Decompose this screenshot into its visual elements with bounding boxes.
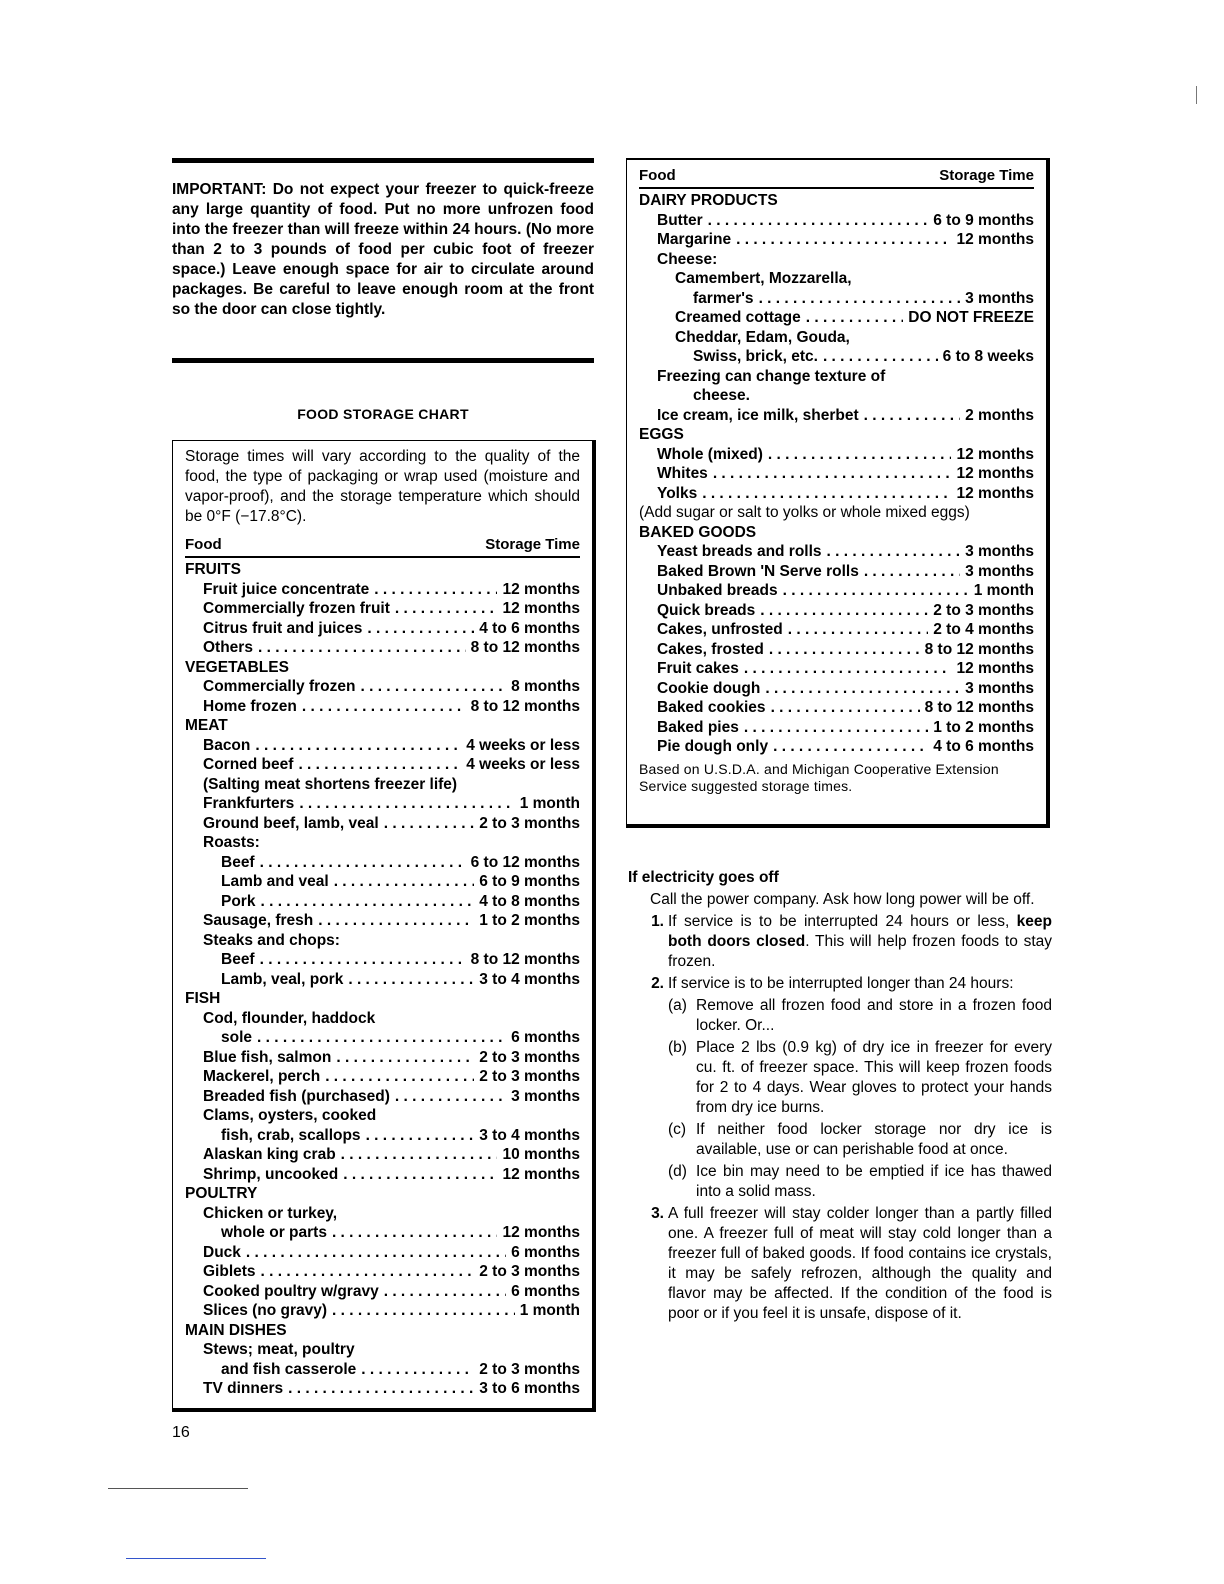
food-name: Creamed cottage bbox=[675, 309, 801, 326]
dot-leader bbox=[258, 638, 466, 658]
chart-subheading: Cod, flounder, haddock bbox=[203, 1009, 376, 1027]
food-name: Baked Brown 'N Serve rolls bbox=[657, 562, 859, 580]
chart-subheading: Freezing can change texture of bbox=[657, 367, 886, 385]
dot-leader bbox=[360, 677, 506, 697]
category-heading: FISH bbox=[185, 990, 221, 1007]
storage-time: 4 to 6 months bbox=[479, 619, 580, 637]
food-item-row bbox=[185, 619, 580, 639]
storage-time: 3 to 4 months bbox=[479, 970, 580, 988]
food-item-row bbox=[639, 737, 1034, 757]
dot-leader bbox=[702, 484, 951, 504]
food-name: Pie dough only bbox=[657, 738, 769, 755]
dot-leader bbox=[769, 640, 920, 660]
step-2 bbox=[628, 974, 1052, 994]
dot-leader bbox=[823, 347, 938, 367]
dot-leader bbox=[864, 406, 960, 426]
food-item-row bbox=[185, 1087, 580, 1107]
dot-leader bbox=[744, 659, 952, 679]
storage-time: 6 months bbox=[511, 1243, 580, 1261]
storage-time: DO NOT FREEZE bbox=[908, 309, 1034, 326]
storage-time: 1 to 2 months bbox=[933, 718, 1034, 736]
food-item-row bbox=[185, 1165, 580, 1185]
storage-chart-right bbox=[626, 158, 1050, 828]
footer-link-rule bbox=[126, 1558, 266, 1559]
scan-edge-mark bbox=[1196, 86, 1197, 104]
storage-time: 12 months bbox=[956, 660, 1034, 677]
food-item-row bbox=[185, 911, 580, 931]
food-item-row bbox=[185, 1067, 580, 1087]
dot-leader bbox=[288, 1379, 474, 1399]
dot-leader bbox=[736, 230, 951, 250]
food-name: Whole (mixed) bbox=[657, 445, 763, 463]
food-name: Lamb, veal, pork bbox=[221, 970, 344, 988]
food-item-row bbox=[639, 620, 1034, 640]
storage-time: 2 to 3 months bbox=[479, 1360, 580, 1378]
food-name: Baked cookies bbox=[657, 699, 766, 716]
dot-leader bbox=[708, 211, 929, 231]
dot-leader bbox=[864, 562, 960, 582]
food-item-row bbox=[639, 698, 1034, 718]
food-name: Citrus fruit and juices bbox=[203, 619, 363, 637]
storage-time: 2 to 4 months bbox=[933, 621, 1034, 638]
dot-leader bbox=[768, 445, 952, 465]
section-rule bbox=[172, 358, 594, 363]
storage-time: 8 to 12 months bbox=[470, 639, 580, 656]
storage-time: 6 to 12 months bbox=[470, 853, 580, 871]
dot-leader bbox=[332, 1223, 498, 1243]
step-text: A full freezer will stay colder longer than a partly filled one. A freezer full of meat will stay cold longer than a freezer full of baked goods. If food contains ice crystals, it may be safely refrozen, although the quality and flavor may be affected. If the condition of the food is poor or if you feel it is unsafe, dispose of it. bbox=[668, 1205, 1052, 1322]
chart-subheading: Clams, oysters, cooked bbox=[203, 1107, 377, 1124]
dot-leader bbox=[260, 950, 466, 970]
storage-time: 12 months bbox=[956, 231, 1034, 248]
dot-leader bbox=[788, 620, 928, 640]
substep-letter: (c) bbox=[668, 1121, 687, 1138]
column-storage-time: Storage Time bbox=[485, 536, 580, 553]
dot-leader bbox=[366, 1126, 475, 1146]
dot-leader bbox=[325, 1067, 474, 1087]
dot-leader bbox=[713, 464, 952, 484]
food-item-row bbox=[185, 1282, 580, 1302]
food-item-row bbox=[185, 736, 580, 756]
food-item-row bbox=[639, 679, 1034, 699]
chart-title: FOOD STORAGE CHART bbox=[297, 406, 469, 422]
substep-text: Ice bin may need to be emptied if ice has thawed into a solid mass. bbox=[696, 1163, 1052, 1200]
food-name: Ground beef, lamb, veal bbox=[203, 814, 379, 832]
chart-subheading: (Salting meat shortens freezer life) bbox=[203, 775, 458, 793]
food-item-row bbox=[639, 659, 1034, 679]
food-item-row bbox=[639, 718, 1034, 738]
food-name: Yeast breads and rolls bbox=[657, 543, 822, 560]
dot-leader bbox=[257, 1028, 506, 1048]
step-1-text-c: . This will help frozen foods to stay frozen. bbox=[668, 933, 1052, 970]
storage-time: 3 months bbox=[965, 562, 1034, 580]
chart-subheading: Cheese: bbox=[657, 250, 718, 268]
chart-subheading: Cheddar, Edam, Gouda, bbox=[675, 328, 850, 346]
substep-text: Place 2 lbs (0.9 kg) of dry ice in freezer for every cu. ft. of freezer space. This will keep frozen foods for 2 to 4 days. Wear gloves to protect your hands from dry ice burns. bbox=[696, 1039, 1052, 1116]
step-text bbox=[668, 912, 1052, 972]
food-item-row bbox=[185, 1126, 580, 1146]
chart-subheading: cheese. bbox=[693, 387, 750, 404]
chart-note: (Add sugar or salt to yolks or whole mixed eggs) bbox=[639, 504, 970, 521]
storage-time: 12 months bbox=[956, 445, 1034, 463]
dot-leader bbox=[299, 794, 514, 814]
step-3 bbox=[628, 1204, 1052, 1324]
storage-time: 2 to 3 months bbox=[479, 1263, 580, 1280]
footer-rule bbox=[108, 1488, 248, 1489]
food-name: farmer's bbox=[693, 289, 754, 307]
food-name: and fish casserole bbox=[221, 1360, 357, 1378]
food-name: Frankfurters bbox=[203, 795, 295, 812]
storage-time: 2 months bbox=[965, 406, 1034, 424]
food-name: Ice cream, ice milk, sherbet bbox=[657, 406, 859, 424]
dot-leader bbox=[384, 814, 475, 834]
chart-subheading: Chicken or turkey, bbox=[203, 1204, 338, 1222]
category-heading: BAKED GOODS bbox=[639, 523, 757, 541]
food-name: Corned beef bbox=[203, 756, 294, 773]
chart-subheading: Steaks and chops: bbox=[203, 931, 340, 949]
dot-leader bbox=[783, 581, 969, 601]
food-item-row bbox=[185, 950, 580, 970]
food-item-row bbox=[639, 484, 1034, 504]
food-name: Slices (no gravy) bbox=[203, 1302, 328, 1319]
food-item-row bbox=[639, 211, 1034, 231]
column-storage-time: Storage Time bbox=[939, 167, 1034, 184]
category-heading: VEGETABLES bbox=[185, 658, 289, 676]
food-item-row bbox=[185, 892, 580, 912]
dot-leader bbox=[318, 911, 474, 931]
dot-leader bbox=[334, 872, 475, 892]
food-name: Others bbox=[203, 639, 253, 656]
storage-time: 4 to 8 months bbox=[479, 892, 580, 910]
food-name: Baked pies bbox=[657, 718, 739, 736]
electricity-section bbox=[628, 868, 1052, 1324]
food-item-row bbox=[185, 794, 580, 814]
electricity-intro: Call the power company. Ask how long power will be off. bbox=[650, 891, 1035, 908]
food-item-row bbox=[639, 347, 1034, 367]
category-heading: DAIRY PRODUCTS bbox=[639, 192, 778, 209]
food-item-row bbox=[185, 755, 580, 775]
storage-time: 8 to 12 months bbox=[470, 697, 580, 715]
substep-letter: (d) bbox=[668, 1163, 687, 1180]
storage-time: 12 months bbox=[502, 1165, 580, 1183]
storage-time: 3 months bbox=[511, 1087, 580, 1105]
dot-leader bbox=[367, 619, 474, 639]
dot-leader bbox=[759, 289, 961, 309]
food-item-row bbox=[185, 970, 580, 990]
category-heading: POULTRY bbox=[185, 1185, 258, 1202]
storage-chart-left bbox=[172, 440, 596, 1412]
chart-intro: Storage times will vary according to the quality of the food, the type of packaging or wrap used (moisture and vapor-proof), and the storage temperature which should be 0°F (−17.8°C). bbox=[185, 448, 580, 525]
food-item-row bbox=[639, 308, 1034, 328]
food-name: whole or parts bbox=[221, 1224, 327, 1241]
step-text: If service is to be interrupted longer than 24 hours: bbox=[668, 975, 1014, 992]
category-heading: FRUITS bbox=[185, 561, 241, 578]
dot-leader bbox=[343, 1165, 497, 1185]
food-name: Pork bbox=[221, 892, 256, 910]
substep-c bbox=[668, 1120, 1052, 1160]
food-name: Alaskan king crab bbox=[203, 1146, 336, 1163]
storage-time: 6 to 9 months bbox=[933, 211, 1034, 229]
storage-time: 6 to 9 months bbox=[479, 873, 580, 890]
food-item-row bbox=[185, 677, 580, 697]
food-item-row bbox=[639, 562, 1034, 582]
dot-leader bbox=[765, 679, 960, 699]
step-number: 2. bbox=[651, 975, 664, 992]
substep-d bbox=[668, 1162, 1052, 1202]
storage-time: 1 month bbox=[519, 1302, 580, 1319]
storage-time: 4 to 6 months bbox=[933, 738, 1034, 755]
dot-leader bbox=[261, 1262, 475, 1282]
category-heading: MAIN DISHES bbox=[185, 1321, 287, 1339]
storage-time: 8 to 12 months bbox=[924, 640, 1034, 658]
step-1-text-a: If service is to be interrupted 24 hours or less, bbox=[668, 913, 1017, 930]
chart-subheading: Camembert, Mozzarella, bbox=[675, 270, 852, 287]
food-name: fish, crab, scallops bbox=[221, 1126, 361, 1144]
column-food: Food bbox=[639, 167, 676, 184]
dot-leader bbox=[255, 736, 461, 756]
food-name: TV dinners bbox=[203, 1380, 284, 1397]
substep-letter: (b) bbox=[668, 1039, 687, 1056]
food-item-row bbox=[639, 581, 1034, 601]
food-item-row bbox=[185, 599, 580, 619]
food-name: Fruit cakes bbox=[657, 660, 739, 677]
food-name: Mackerel, perch bbox=[203, 1068, 321, 1085]
dot-leader bbox=[361, 1360, 474, 1380]
dot-leader bbox=[395, 1087, 506, 1107]
food-item-row bbox=[639, 542, 1034, 562]
storage-time: 12 months bbox=[956, 465, 1034, 482]
food-name: Cakes, unfrosted bbox=[657, 621, 783, 638]
food-item-row bbox=[185, 1243, 580, 1263]
source-note: Based on U.S.D.A. and Michigan Cooperative Extension Service suggested storage times. bbox=[639, 760, 999, 794]
chart-header bbox=[185, 535, 580, 558]
food-item-row bbox=[639, 289, 1034, 309]
dot-leader bbox=[744, 718, 928, 738]
food-name: Beef bbox=[221, 853, 255, 871]
column-food: Food bbox=[185, 536, 222, 553]
storage-time: 2 to 3 months bbox=[479, 814, 580, 832]
dot-leader bbox=[771, 698, 920, 718]
food-name: Whites bbox=[657, 465, 708, 482]
food-name: Shrimp, uncooked bbox=[203, 1165, 339, 1183]
storage-time: 6 months bbox=[511, 1029, 580, 1046]
top-rule bbox=[172, 158, 594, 163]
category-heading: MEAT bbox=[185, 717, 228, 734]
storage-time: 3 to 4 months bbox=[479, 1126, 580, 1144]
food-item-row bbox=[185, 814, 580, 834]
substep-letter: (a) bbox=[668, 997, 687, 1014]
food-item-row bbox=[185, 1360, 580, 1380]
dot-leader bbox=[827, 542, 961, 562]
storage-time: 12 months bbox=[502, 580, 580, 598]
dot-leader bbox=[395, 599, 498, 619]
step-number: 3. bbox=[651, 1205, 664, 1222]
food-item-row bbox=[185, 1028, 580, 1048]
storage-time: 1 to 2 months bbox=[479, 912, 580, 929]
storage-time: 6 months bbox=[511, 1282, 580, 1300]
food-name: Fruit juice concentrate bbox=[203, 580, 370, 598]
food-item-row bbox=[639, 601, 1034, 621]
food-item-row bbox=[185, 1379, 580, 1399]
dot-leader bbox=[246, 1243, 506, 1263]
food-item-row bbox=[185, 1048, 580, 1068]
food-item-row bbox=[185, 1145, 580, 1165]
chart-subheading: Roasts: bbox=[203, 834, 260, 851]
food-name: Beef bbox=[221, 951, 255, 968]
storage-time: 4 weeks or less bbox=[466, 736, 580, 754]
storage-time: 10 months bbox=[502, 1146, 580, 1163]
dot-leader bbox=[773, 737, 928, 757]
important-notice: IMPORTANT: Do not expect your freezer to quick-freeze any large quantity of food. Put no more unfrozen food into the freezer than will freeze within 24 hours. (No more than 2 to 3 pounds of food per cubic foot of freezer space.) Leave enough space for air to circulate around packages. Be careful to leave enough room at the front so the door can close tightly. bbox=[172, 181, 594, 318]
substep-text: If neither food locker storage nor dry ice is available, use or can perishable food at once. bbox=[696, 1121, 1052, 1158]
dot-leader bbox=[260, 892, 474, 912]
food-item-row bbox=[639, 464, 1034, 484]
dot-leader bbox=[348, 970, 474, 990]
food-name: Yolks bbox=[657, 484, 698, 502]
substep-b bbox=[668, 1038, 1052, 1118]
storage-time: 8 to 12 months bbox=[470, 951, 580, 968]
food-name: Unbaked breads bbox=[657, 582, 778, 599]
step-number: 1. bbox=[651, 913, 664, 930]
food-name: Breaded fish (purchased) bbox=[203, 1087, 390, 1105]
food-item-row bbox=[639, 230, 1034, 250]
storage-time: 8 months bbox=[511, 678, 580, 695]
storage-time: 6 to 8 weeks bbox=[942, 348, 1034, 365]
storage-time: 2 to 3 months bbox=[479, 1048, 580, 1066]
page-number: 16 bbox=[172, 1424, 190, 1441]
step-2-substeps bbox=[628, 996, 1052, 1202]
food-name: Home frozen bbox=[203, 697, 297, 715]
step-1-emphasis: keep both doors closed bbox=[668, 913, 1052, 950]
food-name: sole bbox=[221, 1029, 253, 1046]
food-item-row bbox=[185, 580, 580, 600]
storage-time: 8 to 12 months bbox=[924, 699, 1034, 716]
storage-time: 3 months bbox=[965, 289, 1034, 307]
storage-time: 2 to 3 months bbox=[933, 601, 1034, 619]
storage-time: 12 months bbox=[502, 1224, 580, 1241]
dot-leader bbox=[760, 601, 928, 621]
food-name: Commercially frozen fruit bbox=[203, 600, 390, 617]
dot-leader bbox=[332, 1301, 515, 1321]
right-chart-rows bbox=[639, 191, 1034, 757]
food-name: Duck bbox=[203, 1243, 241, 1261]
food-name: Bacon bbox=[203, 736, 251, 754]
category-heading: EGGS bbox=[639, 426, 684, 443]
food-item-row bbox=[639, 445, 1034, 465]
food-name: Cooked poultry w/gravy bbox=[203, 1282, 379, 1300]
dot-leader bbox=[302, 697, 466, 717]
food-item-row bbox=[639, 406, 1034, 426]
step-1 bbox=[628, 912, 1052, 972]
storage-time: 4 weeks or less bbox=[466, 756, 580, 773]
food-name: Cakes, frosted bbox=[657, 640, 764, 658]
food-name: Sausage, fresh bbox=[203, 912, 314, 929]
food-name: Lamb and veal bbox=[221, 873, 329, 890]
food-item-row bbox=[185, 638, 580, 658]
left-chart-rows bbox=[185, 560, 580, 1399]
chart-header-right bbox=[639, 166, 1034, 189]
food-item-row bbox=[185, 853, 580, 873]
food-name: Quick breads bbox=[657, 601, 756, 619]
food-name: Margarine bbox=[657, 231, 732, 248]
food-name: Butter bbox=[657, 211, 703, 229]
dot-leader bbox=[384, 1282, 506, 1302]
storage-time: 12 months bbox=[502, 600, 580, 617]
dot-leader bbox=[806, 308, 904, 328]
dot-leader bbox=[260, 853, 466, 873]
food-item-row bbox=[185, 697, 580, 717]
food-name: Blue fish, salmon bbox=[203, 1048, 332, 1066]
food-item-row bbox=[185, 872, 580, 892]
storage-time: 1 month bbox=[519, 795, 580, 812]
storage-time: 3 months bbox=[965, 543, 1034, 560]
dot-leader bbox=[298, 755, 461, 775]
storage-time: 3 months bbox=[965, 679, 1034, 697]
substep-text: Remove all frozen food and store in a frozen food locker. Or... bbox=[696, 997, 1052, 1034]
food-item-row bbox=[185, 1262, 580, 1282]
substep-a bbox=[668, 996, 1052, 1036]
electricity-heading: If electricity goes off bbox=[628, 869, 779, 886]
food-item-row bbox=[185, 1301, 580, 1321]
food-item-row bbox=[185, 1223, 580, 1243]
chart-subheading: Stews; meat, poultry bbox=[203, 1341, 355, 1358]
storage-time: 1 month bbox=[973, 582, 1034, 599]
food-item-row bbox=[639, 640, 1034, 660]
food-name: Giblets bbox=[203, 1263, 256, 1280]
storage-time: 2 to 3 months bbox=[479, 1068, 580, 1085]
storage-time: 12 months bbox=[956, 484, 1034, 502]
food-name: Cookie dough bbox=[657, 679, 761, 697]
storage-time: 3 to 6 months bbox=[479, 1380, 580, 1397]
dot-leader bbox=[336, 1048, 474, 1068]
food-name: Commercially frozen bbox=[203, 678, 356, 695]
food-name: Swiss, brick, etc. bbox=[693, 348, 818, 365]
dot-leader bbox=[374, 580, 497, 600]
dot-leader bbox=[341, 1145, 498, 1165]
